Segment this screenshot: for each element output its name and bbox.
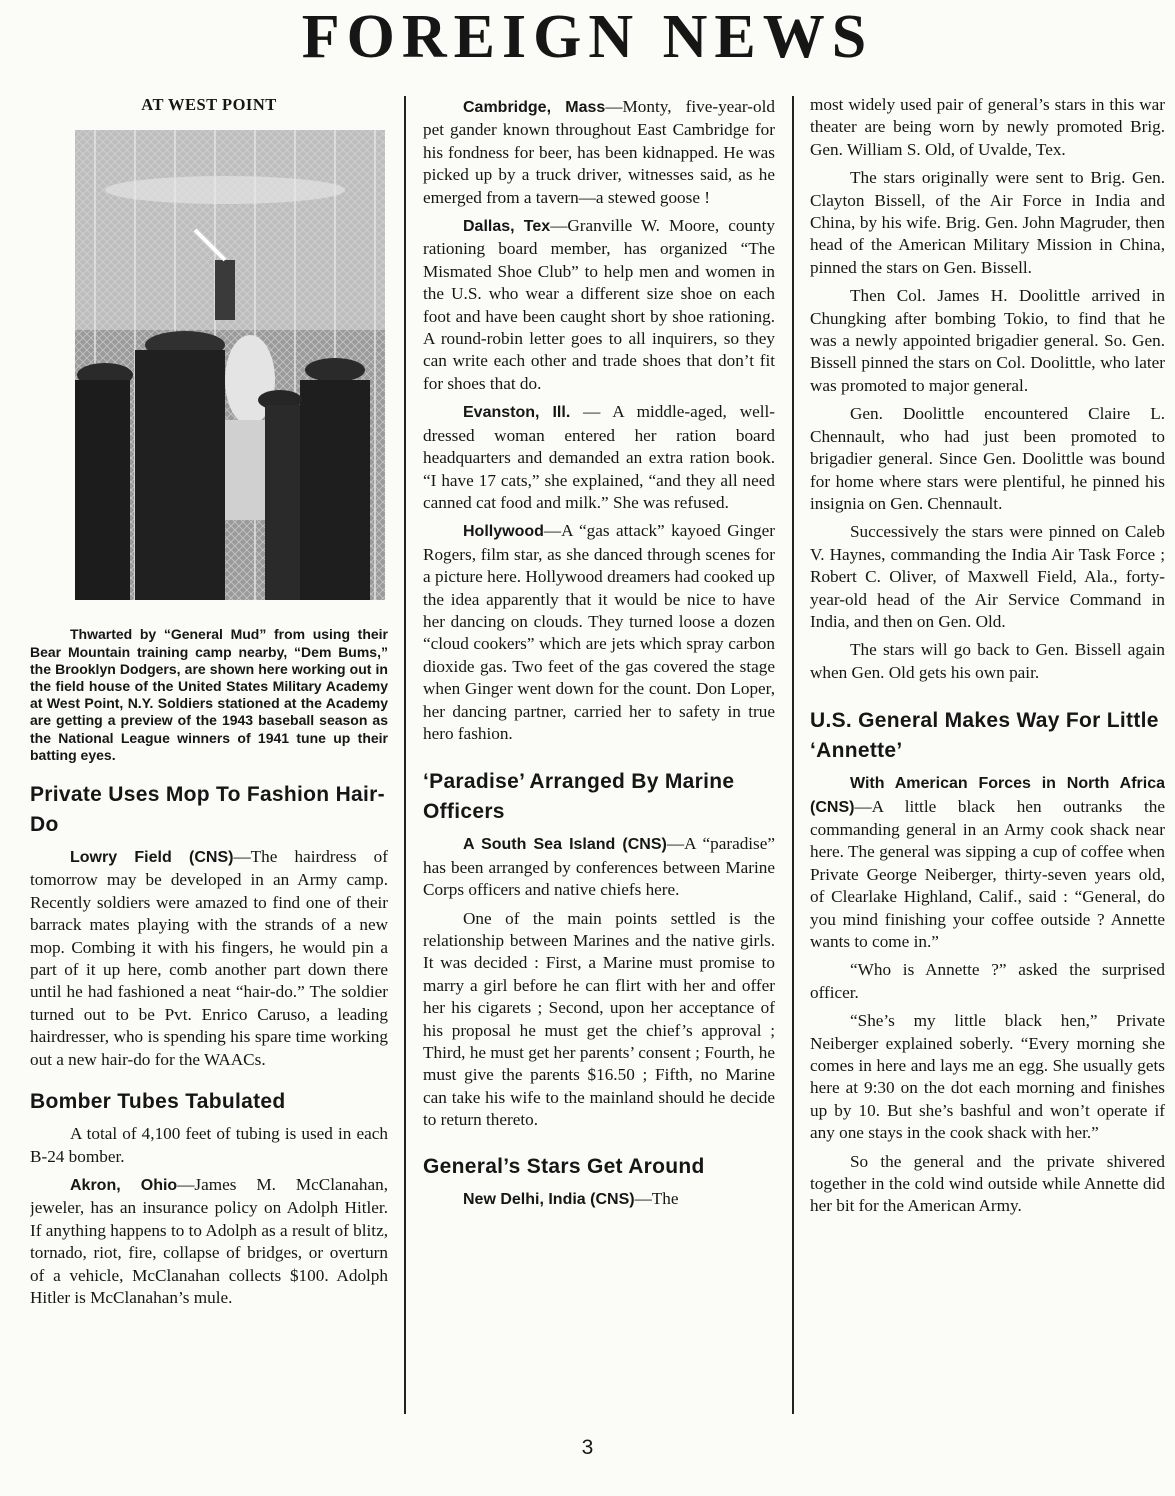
article-body: —A “paradise” has been arranged by conferences between Marine Corps officers and native chiefs here.: [423, 834, 775, 900]
article-stars-successively: Successively the stars were pinned on Caleb V. Haynes, commanding the India Air Task Force ; Robert C. Oliver, of Maxwell Field, Ala., forty-year-old head of the Air Service Command in India, and then on Gen. Old.: [810, 522, 1165, 631]
article-stars-doolittle: Then Col. James H. Doolittle arrived in Chungking after bombing Tokio, to find that he was a newly appointed brigadier general. So. Gen. Bissell pinned the stars on Col. Doolittle, who later was promoted to major general.: [810, 286, 1165, 395]
dateline: A South Sea Island (CNS): [463, 836, 667, 854]
dateline: Evanston, Ill.: [463, 404, 571, 422]
photo-kicker: AT WEST POINT: [141, 95, 277, 114]
article-stars-bissell: The stars originally were sent to Brig. Gen. Clayton Bissell, of the Air Force in India and China, by his wife. Brig. Gen. John Magruder, then head of the American Military Mission in China, pinned the stars on Gen. Bissell.: [810, 168, 1165, 277]
article-akron: [30, 1174, 388, 1309]
headline-general-makes-way: U.S. General Makes Way For Little ‘Annette’: [810, 709, 1159, 763]
headline-paradise-arranged: ‘Paradise’ Arranged By Marine Officers: [423, 770, 735, 824]
article-south-sea-island: [423, 833, 775, 901]
dateline: Hollywood: [463, 523, 544, 541]
dateline: Lowry Field (CNS): [70, 849, 234, 867]
article-stars-chennault: Gen. Doolittle encountered Claire L. Chennault, who had just been promoted to brigadier general. Since Gen. Doolittle was bound for home where stars were plentiful, he pinned his insignia on Gen. Chennault.: [810, 404, 1165, 513]
article-little-black-hen: “She’s my little black hen,” Private Neiberger explained soberly. “Every morning she comes in here and lays me an egg. She usually gets here at 9:30 on the dot each morning and finishes up by 10. But she’s bashful and won’t operate if any one stays in the cook shack with her.”: [810, 1011, 1165, 1143]
article-hollywood: [423, 520, 775, 745]
article-body: —The: [634, 1188, 679, 1208]
article-evanston: [423, 401, 775, 514]
dateline: Akron, Ohio: [70, 1176, 178, 1194]
article-new-delhi: [423, 1188, 775, 1211]
article-dallas: [423, 215, 775, 395]
headline-generals-stars: General’s Stars Get Around: [423, 1154, 705, 1178]
article-who-is-annette: “Who is Annette ?” asked the surprised officer.: [810, 960, 1165, 1002]
masthead-title: FOREIGN NEWS: [301, 3, 874, 71]
column-rule-left: [404, 96, 406, 1414]
article-cambridge: [423, 96, 775, 209]
article-north-africa: [810, 772, 1165, 953]
article-body: —A “gas attack” kayoed Ginger Rogers, film star, as she danced through scenes for a picture here. Hollywood dreamers had cooked up the idea apparently that it would be nice to have her dancing on clouds. They turned loose a dozen “cloud cookers” which are jets which spray carbon dioxide gas. Two feet of the gas covered the stage when Ginger went down for the count. Don Loper, her dancing partner, carried her to safety in true hero fashion.: [423, 521, 775, 743]
column-1: [30, 94, 388, 1315]
dateline: With American Forces in North Africa (CNS): [810, 775, 1165, 816]
column-2: [423, 96, 775, 1217]
article-body: —James M. McClanahan, jeweler, has an insurance policy on Adolph Hitler. If anything happens to to Adolph as a result of blitz, tornado, riot, fire, collapse of bridges, or overturn of a vehicle, McClanahan collects $100. Adolph Hitler is McClanahan’s mule.: [30, 1174, 388, 1307]
photo-caption: Thwarted by “General Mud” from using their Bear Mountain training camp nearby, “Dem Bums,” the Brooklyn Dodgers, are shown here working out in the field house of the United States Military Academy at West Point, N.Y. Soldiers stationed at the Academy are getting a preview of the 1943 baseball season as the National League winners of 1941 tune up their batting eyes.: [30, 626, 388, 763]
article-body: —Monty, five-year-old pet gander known throughout East Cambridge for his fondness for beer, has been kidnapped. He was picked up by a truck driver, witnesses said, as he emerged from a tavern—a stewed goose !: [423, 97, 775, 207]
dodgers-practice-image: [75, 130, 385, 600]
article-paradise-terms: One of the main points settled is the relationship between Marines and the native girls. It was decided : First, a Marine must promise to marry a girl before he can flirt with her and offer her his cigarets ; Second, upon her acceptance of his proposal he must get the chief’s approval ; Third, he must get her parents’ consent ; Fourth, he must give the parents $16.50 ; Fifth, no Marine can take his wife to the mainland should he decide to return thereto.: [423, 908, 775, 1130]
article-shivered-together: So the general and the private shivered together in the cold wind outside while Annette did her bit for the American Army.: [810, 1151, 1165, 1216]
west-point-photo: [75, 130, 385, 600]
dateline: New Delhi, India (CNS): [463, 1190, 635, 1208]
article-lowry-field: [30, 846, 388, 1071]
page-number: 3: [581, 1436, 594, 1459]
article-body: — A middle-aged, well-dressed woman entered her ration board headquarters and demanded an extra ration book. “I have 17 cats,” she explained, “and they all need canned cat food and milk.” She was refused.: [423, 402, 775, 512]
dateline: Cambridge, Mass: [463, 99, 606, 116]
column-3: [810, 94, 1165, 1224]
article-body: —Granville W. Moore, county rationing board member, has organized “The Mismated Shoe Club” to help men and women in the U.S. who wear a different size shoe on each foot and have been caught short by shoe rationing. A round-robin letter goes to all inquirers, so they can write each other and trade shoes that don’t fit for shoes that do.: [423, 216, 775, 393]
article-body: —A little black hen outranks the commanding general in an Army cook shack near here. The general was sipping a cup of coffee when Private George Neiberger, thirty-seven years old, of Clearlake Highland, Calif., said : “General, do you mind finishing your coffee outside ? Annette wants to come in.”: [810, 796, 1165, 951]
column-rule-right: [792, 96, 794, 1414]
headline-bomber-tubes: Bomber Tubes Tabulated: [30, 1090, 286, 1114]
article-body: —The hairdress of tomorrow may be developed in an Army camp. Recently soldiers were amazed to find one of their barrack mates playing with the strands of a new mop. Combing it with his fingers, he would pin a part of it up here, comb another part down there until he had fashioned a neat “hair-do.” The soldier turned out to be Pvt. Enrico Caruso, a leading hairdresser, who is spending his spare time working out a new hair-do for the WAACs.: [30, 847, 388, 1069]
headline-private-uses-mop: Private Uses Mop To Fashion Hair-Do: [30, 783, 385, 837]
article-stars-return: The stars will go back to Gen. Bissell again when Gen. Old gets his own pair.: [810, 640, 1165, 682]
dateline: Dallas, Tex: [463, 218, 551, 236]
article-bomber-tubes: A total of 4,100 feet of tubing is used in each B-24 bomber.: [30, 1124, 388, 1166]
article-stars-continued: most widely used pair of general’s stars in this war theater are being worn by newly promoted Brig. Gen. William S. Old, of Uvalde, Tex.: [810, 95, 1165, 159]
